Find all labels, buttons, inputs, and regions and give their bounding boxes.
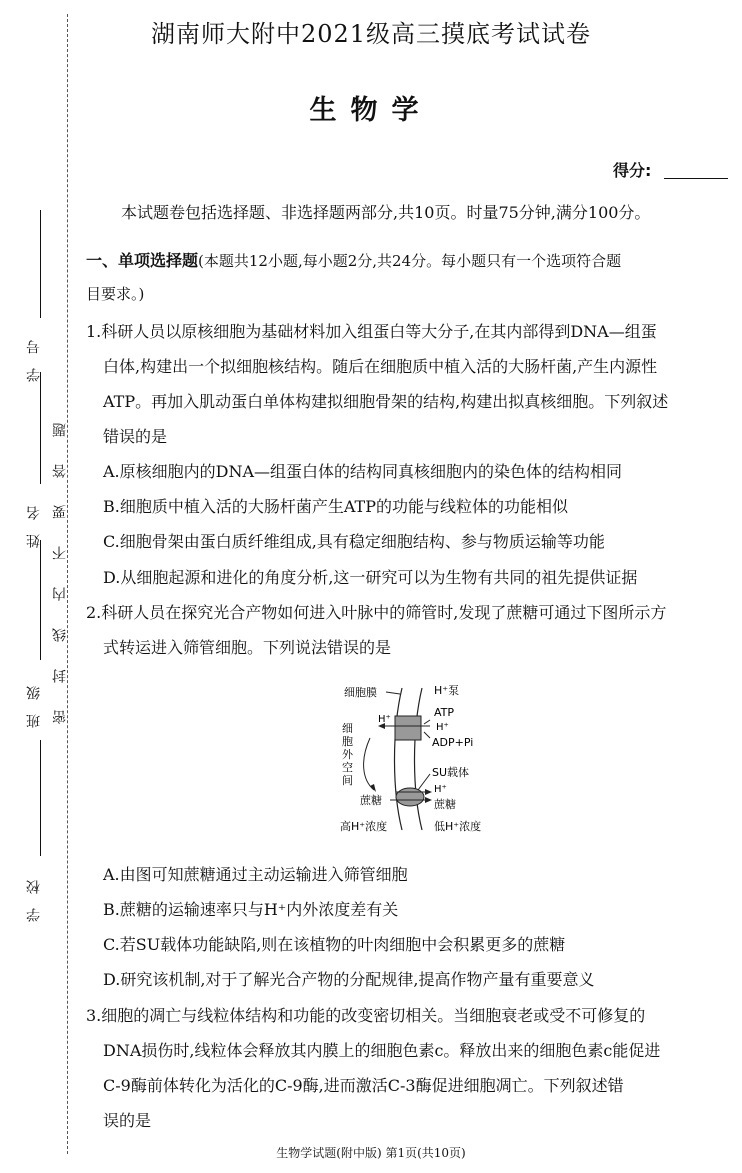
membrane-inner-curve xyxy=(415,688,423,830)
h-cycle-arrow xyxy=(364,738,374,790)
student-id-label: 学号 xyxy=(26,326,42,382)
outside-char-5: 间 xyxy=(342,774,353,787)
outside-char-2: 胞 xyxy=(342,735,353,748)
seal-notice: 密封线内不要答题 xyxy=(52,396,68,724)
sucrose-transport-diagram xyxy=(330,680,510,840)
high-conc-label: 高H⁺浓度 xyxy=(340,820,388,833)
h-right-label: H⁺ xyxy=(436,722,449,733)
su-label: SU载体 xyxy=(432,766,470,779)
membrane-label: 细胞膜 xyxy=(344,686,377,699)
atp-label: ATP xyxy=(434,706,455,719)
score-blank[interactable] xyxy=(664,178,728,179)
section-heading xyxy=(86,248,621,271)
q1-line-2: 白体,构建出一个拟细胞核结构。随后在细胞质中植入活的大肠杆菌,产生内源性 xyxy=(103,357,658,376)
q2-option-c[interactable]: C.若SU载体功能缺陷,则在该植物的叶肉细胞中会积累更多的蔗糖 xyxy=(103,935,566,954)
h-cycle-arrowhead xyxy=(370,784,376,792)
h-left-label: H⁺ xyxy=(378,714,391,725)
h-influx-arrowhead xyxy=(425,789,432,795)
score-label: 得分: xyxy=(613,161,652,180)
section-desc-2: 目要求。) xyxy=(86,285,145,303)
sucrose-influx-arrowhead xyxy=(425,797,432,803)
name-label: 姓名 xyxy=(26,492,42,548)
h-pump-protein xyxy=(395,716,421,740)
membrane-outer-curve xyxy=(395,688,403,830)
q2-option-b[interactable]: B.蔗糖的运输速率只与H⁺内外浓度差有关 xyxy=(103,900,399,919)
subject-title: 生物学 xyxy=(309,95,433,126)
sucrose-right-label: 蔗糖 xyxy=(434,798,456,811)
class-label: 班级 xyxy=(26,672,42,728)
exam-title: 湖南师大附中2021级高三摸底考试试卷 xyxy=(150,20,592,48)
q2-line-1: 2.科研人员在探究光合产物如何进入叶脉中的筛管时,发现了蔗糖可通过下图所示方 xyxy=(86,603,667,622)
atp-arrow xyxy=(424,720,430,724)
h-pump-label: H⁺泵 xyxy=(434,684,460,697)
q1-option-a[interactable]: A.原核细胞内的DNA—组蛋白体的结构同真核细胞内的染色体的结构相同 xyxy=(103,462,623,481)
h-su-label: H⁺ xyxy=(434,784,447,795)
q3-line-3: C-9酶前体转化为活化的C-9酶,进而激活C-3酶促进细胞凋亡。下列叙述错 xyxy=(103,1076,624,1095)
q1-option-d[interactable]: D.从细胞起源和进化的角度分析,这一研究可以为生物有共同的祖先提供证据 xyxy=(103,568,638,587)
q1-line-4: 错误的是 xyxy=(103,427,168,446)
q1-line-3: ATP。再加入肌动蛋白单体构建拟细胞骨架的结构,构建出拟真核细胞。下列叙述 xyxy=(103,392,669,411)
q2-option-d[interactable]: D.研究该机制,对于了解光合产物的分配规律,提高作物产量有重要意义 xyxy=(103,970,595,989)
school-label: 学校 xyxy=(26,866,42,922)
q3-line-2: DNA损伤时,线粒体会释放其内膜上的细胞色素c。释放出来的细胞色素c能促进 xyxy=(103,1041,661,1060)
q1-option-c[interactable]: C.细胞骨架由蛋白质纤维组成,具有稳定细胞结构、参与物质运输等功能 xyxy=(103,532,605,551)
school-line xyxy=(40,740,41,856)
outside-char-1: 细 xyxy=(342,722,353,735)
q1-line-1: 1.科研人员以原核细胞为基础材料加入组蛋白等大分子,在其内部得到DNA—组蛋 xyxy=(86,322,657,341)
outside-char-3: 外 xyxy=(342,748,353,761)
low-conc-label: 低H⁺浓度 xyxy=(434,820,482,833)
page-footer: 生物学试题(附中版) 第1页(共10页) xyxy=(276,1146,466,1160)
q3-line-1: 3.细胞的凋亡与线粒体结构和功能的改变密切相关。当细胞衰老或受不可修复的 xyxy=(86,1006,646,1025)
su-leader xyxy=(418,774,430,790)
adp-arrow xyxy=(424,732,430,738)
student-id-line xyxy=(40,210,41,318)
intro-text: 本试题卷包括选择题、非选择题两部分,共10页。时量75分钟,满分100分。 xyxy=(121,203,651,222)
class-line xyxy=(40,540,41,660)
q3-line-4: 误的是 xyxy=(103,1111,152,1130)
sucrose-left-label: 蔗糖 xyxy=(360,794,382,807)
section-title: 一、单项选择题 xyxy=(86,251,199,270)
name-line xyxy=(40,372,41,484)
q2-line-2: 式转运进入筛管细胞。下列说法错误的是 xyxy=(103,638,392,657)
section-desc-1: (本题共12小题,每小题2分,共24分。每小题只有一个选项符合题 xyxy=(198,252,622,270)
su-carrier-protein xyxy=(396,788,424,806)
q1-option-b[interactable]: B.细胞质中植入活的大肠杆菌产生ATP的功能与线粒体的功能相似 xyxy=(103,497,568,516)
q2-option-a[interactable]: A.由图可知蔗糖通过主动运输进入筛管细胞 xyxy=(103,865,408,884)
outside-char-4: 空 xyxy=(342,761,353,774)
adp-label: ADP+Pi xyxy=(432,736,474,749)
membrane-leader xyxy=(386,692,400,694)
